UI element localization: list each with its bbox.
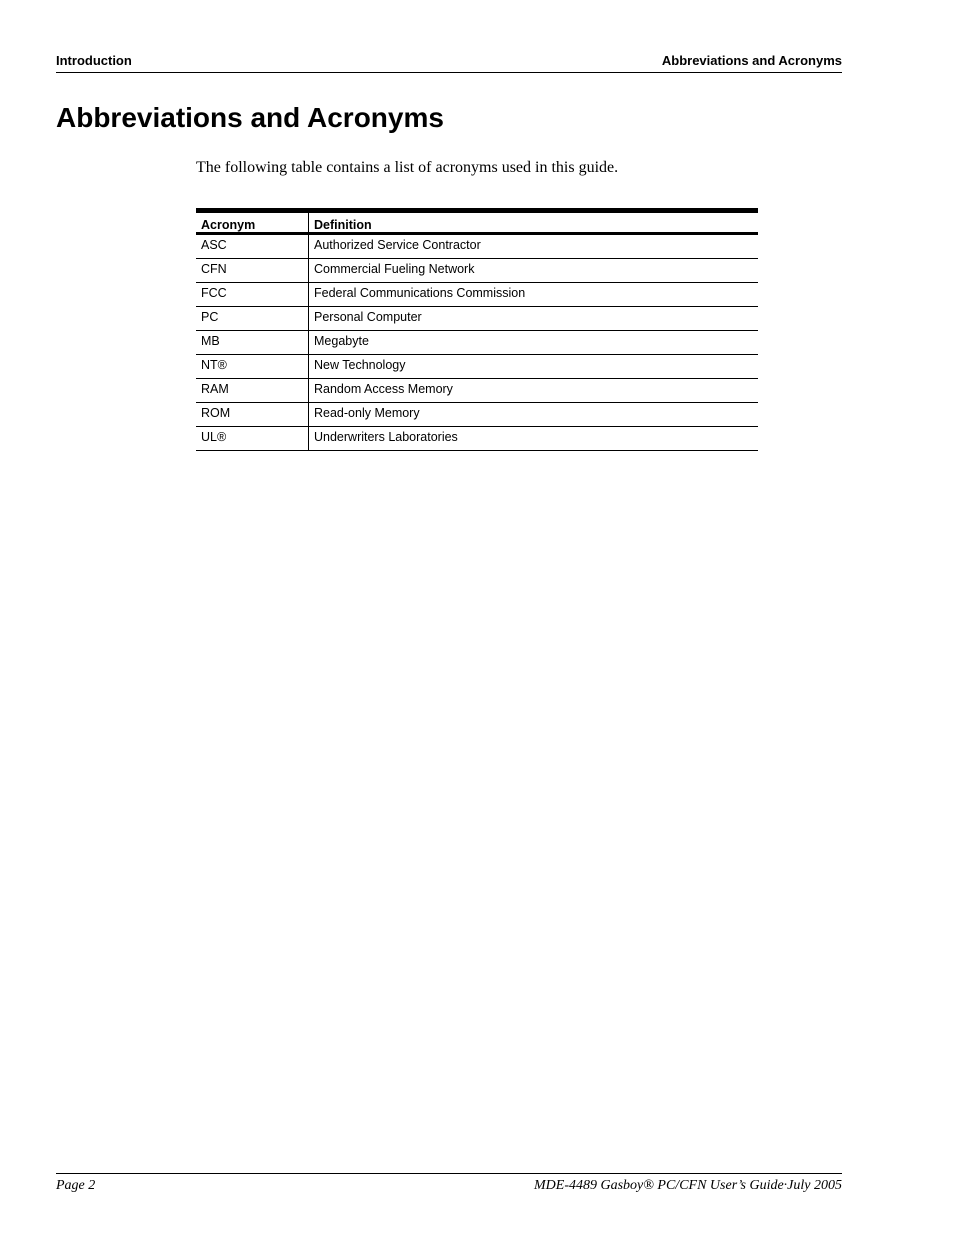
table-row: [196, 283, 758, 307]
definition-cell: Personal Computer: [309, 307, 759, 331]
definition-cell: Underwriters Laboratories: [309, 427, 759, 451]
definition-cell: Federal Communications Commission: [309, 283, 759, 307]
page-number: Page 2: [56, 1178, 96, 1193]
running-header: [56, 52, 842, 73]
acronym-cell: CFN: [196, 259, 309, 283]
table-row: [196, 403, 758, 427]
definition-cell: Authorized Service Contractor: [309, 234, 759, 259]
acronym-cell: ROM: [196, 403, 309, 427]
table-row: [196, 427, 758, 451]
acronym-cell: UL®: [196, 427, 309, 451]
definition-cell: Commercial Fueling Network: [309, 259, 759, 283]
definition-cell: Megabyte: [309, 331, 759, 355]
definition-cell: Random Access Memory: [309, 379, 759, 403]
column-header-definition: Definition: [309, 211, 759, 234]
acronym-cell: PC: [196, 307, 309, 331]
running-footer: [56, 1173, 842, 1193]
table-row: [196, 355, 758, 379]
header-topic-label: Abbreviations and Acronyms: [661, 53, 842, 68]
intro-paragraph: The following table contains a list of acronyms used in this guide.: [196, 159, 619, 176]
page-title: Abbreviations and Acronyms: [56, 102, 444, 133]
acronym-cell: RAM: [196, 379, 309, 403]
definition-cell: New Technology: [309, 355, 759, 379]
acronym-table: [196, 208, 758, 451]
header-section-label: Introduction: [56, 53, 132, 68]
table-row: [196, 259, 758, 283]
definition-cell: Read-only Memory: [309, 403, 759, 427]
column-header-acronym: Acronym: [196, 211, 309, 234]
table-row: [196, 331, 758, 355]
table-header-row: [196, 211, 758, 234]
table-row: [196, 307, 758, 331]
acronym-cell: FCC: [196, 283, 309, 307]
table-row: [196, 234, 758, 259]
acronym-cell: ASC: [196, 234, 309, 259]
acronym-cell: NT®: [196, 355, 309, 379]
table-row: [196, 379, 758, 403]
acronym-cell: MB: [196, 331, 309, 355]
document-reference: MDE-4489 Gasboy® PC/CFN User’s Guide·July 2005: [534, 1178, 842, 1193]
